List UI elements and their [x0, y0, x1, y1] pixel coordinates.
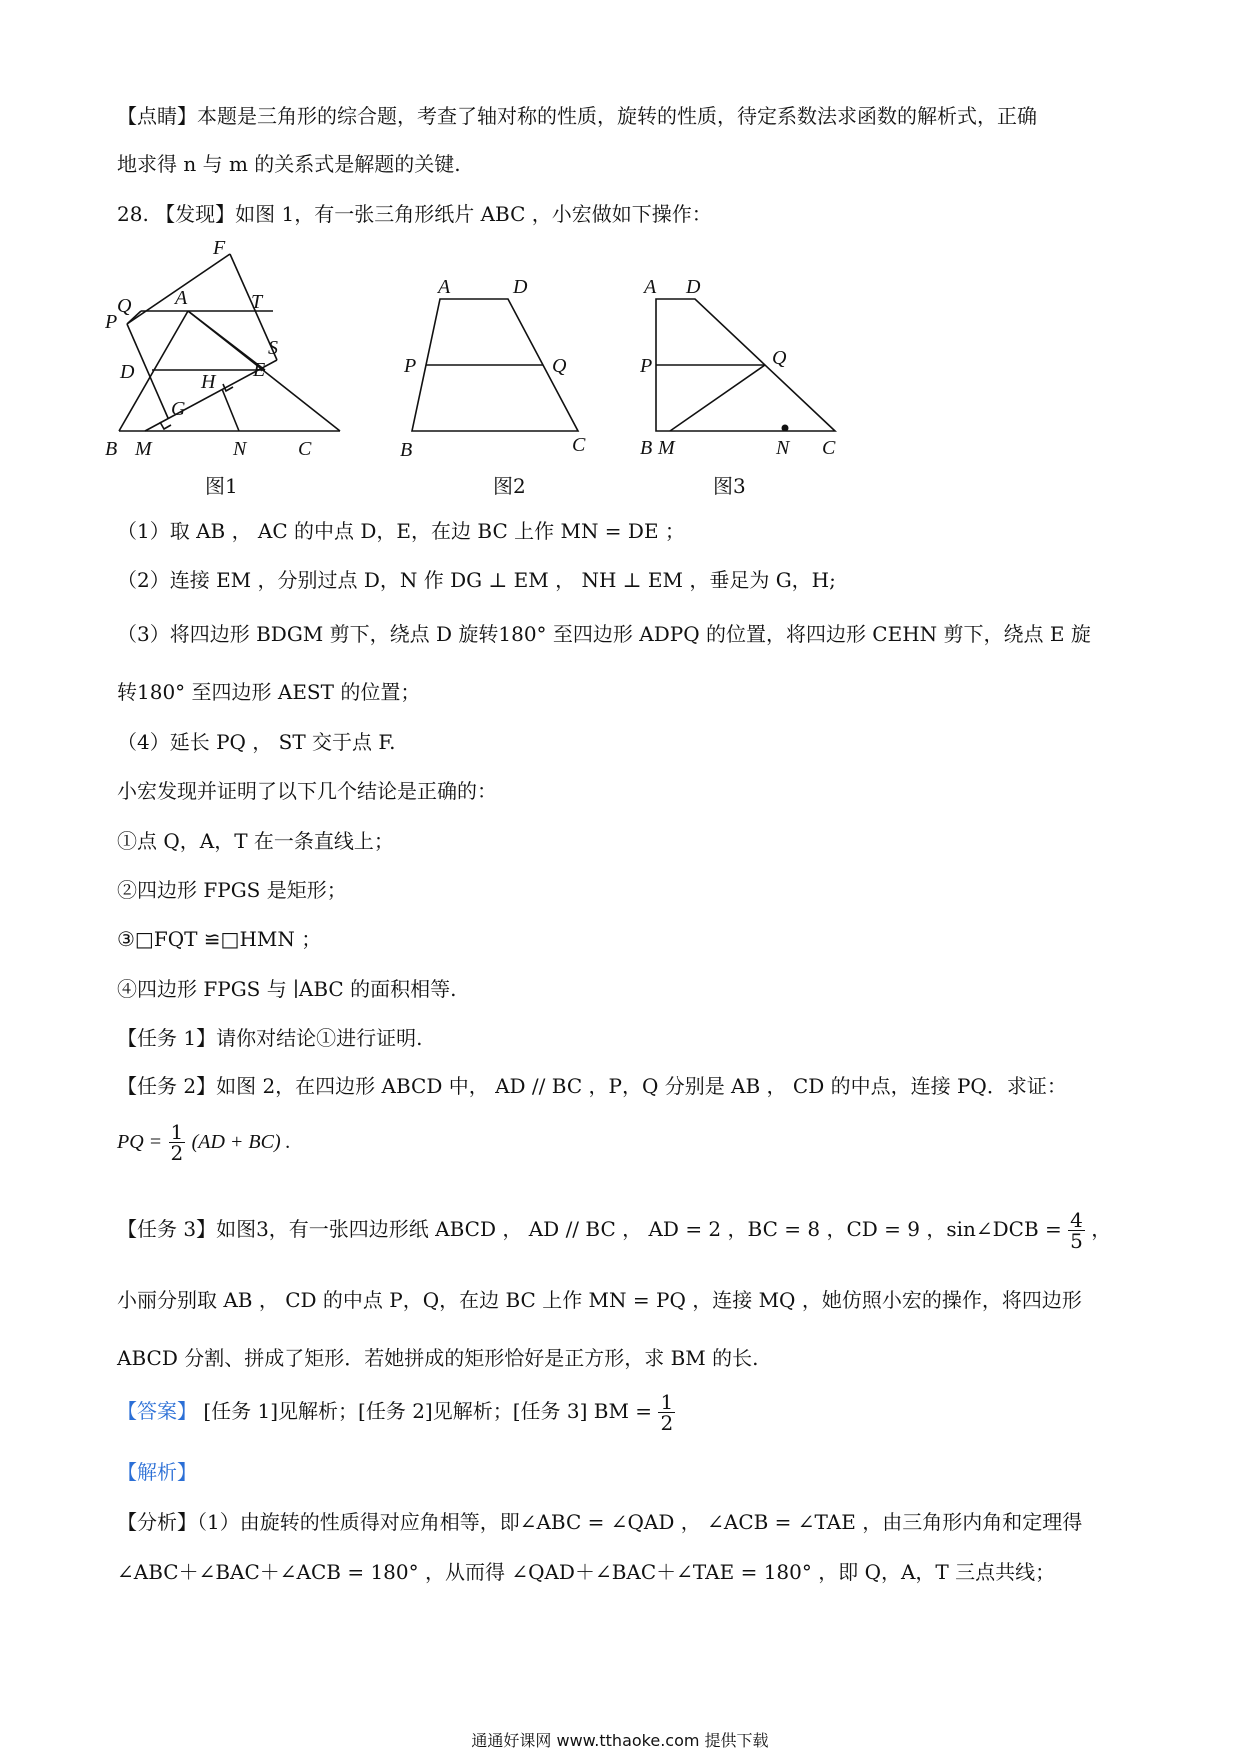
fig3-point-n: [782, 425, 789, 432]
task-3-fraction-denominator: 5: [1070, 1229, 1083, 1253]
task-3-fraction-numerator: 4: [1070, 1208, 1083, 1232]
step-3-line-2: 转180° 至四边形 AEST 的位置；: [117, 680, 421, 704]
task-2-line-1: 【任务 2】如图 2，在四边形 ABCD 中， AD // BC ，P，Q 分别是 AB ， CD 的中点，连接 PQ．求证：: [117, 1074, 1067, 1098]
step-4: （4）延长 PQ ， ST 交于点 F.: [117, 730, 396, 754]
task-3-line-3: ABCD 分割、拼成了矩形．若她拼成的矩形恰好是正方形，求 BM 的长.: [117, 1346, 759, 1370]
svg-text:D: D: [686, 276, 701, 298]
svg-text:A: A: [175, 287, 188, 309]
task-3-line-2: 小丽分别取 AB ， CD 的中点 P，Q，在边 BC 上作 MN = PQ ，连接 MQ ，她仿照小宏的操作，将四边形: [117, 1288, 1082, 1312]
svg-text:E: E: [253, 359, 266, 381]
figure-3: [640, 275, 860, 460]
svg-text:M: M: [658, 437, 675, 459]
task-2-fraction: [169, 1122, 186, 1163]
conclusion-4: ④四边形 FPGS 与 ∣ABC 的面积相等.: [117, 977, 457, 1001]
task-3-fraction: [1068, 1210, 1085, 1251]
task-1: 【任务 1】请你对结论①进行证明.: [117, 1026, 423, 1050]
conclusion-2: ②四边形 FPGS 是矩形；: [117, 878, 347, 902]
task-3-line-1-text: 【任务 3】如图3，有一张四边形纸 ABCD ， AD // BC ， AD = 2 ，BC = 8 ，CD = 9 ，sin∠DCB =: [117, 1217, 1062, 1241]
task-2-fraction-denominator: 2: [170, 1141, 184, 1165]
figure-1: [105, 240, 365, 460]
figure-3-caption: 图3: [713, 474, 746, 498]
svg-text:T: T: [251, 291, 263, 313]
answer-fraction: [658, 1392, 675, 1433]
svg-text:Q: Q: [552, 355, 567, 377]
conclusion-3: ③□FQT ≌□HMN ；: [117, 927, 322, 951]
svg-text:P: P: [640, 355, 653, 377]
task-2-formula-rhs: (AD + BC) .: [191, 1131, 291, 1153]
svg-text:S: S: [268, 337, 278, 359]
analysis-label: 【解析】: [117, 1460, 197, 1484]
step-2: （2）连接 EM ，分别过点 D，N 作 DG ⊥ EM ， NH ⊥ EM ，垂足为 G，H;: [117, 568, 836, 592]
svg-text:F: F: [213, 240, 226, 259]
task-3-line-1: [117, 1210, 1111, 1251]
svg-text:Q: Q: [772, 347, 787, 369]
dianjing-line-1: 【点睛】本题是三角形的综合题，考查了轴对称的性质，旋转的性质，待定系数法求函数的解析式，正确: [117, 104, 1037, 128]
svg-text:D: D: [120, 361, 135, 383]
svg-text:M: M: [135, 438, 152, 460]
svg-text:H: H: [201, 371, 216, 393]
task-2-formula-lhs: PQ =: [117, 1131, 163, 1153]
svg-text:P: P: [105, 311, 118, 333]
answer-text: [任务 1]见解析；[任务 2]见解析；[任务 3] BM =: [203, 1399, 653, 1423]
figure-1-caption: 图1: [205, 474, 238, 498]
found-text: 小宏发现并证明了以下几个结论是正确的：: [117, 779, 497, 803]
dianjing-line-2: 地求得 n 与 m 的关系式是解题的关键.: [117, 152, 461, 176]
svg-text:G: G: [171, 398, 186, 420]
fig3-segment-mq: [670, 365, 765, 431]
svg-text:D: D: [513, 276, 528, 298]
svg-text:B: B: [640, 437, 653, 459]
answer-line: [117, 1392, 675, 1433]
question-28-intro: 28. 【发现】如图 1，有一张三角形纸片 ABC ，小宏做如下操作：: [117, 202, 712, 226]
task-2-fraction-numerator: 1: [170, 1120, 184, 1144]
fig1-segment-nh: [222, 389, 239, 431]
fig1-right-angle-g: [160, 422, 171, 429]
svg-text:N: N: [233, 438, 247, 460]
svg-text:C: C: [298, 438, 312, 460]
svg-text:B: B: [400, 439, 413, 460]
svg-text:C: C: [572, 434, 586, 456]
analysis-line-2: ∠ABC＋∠BAC＋∠ACB = 180° ，从而得 ∠QAD＋∠BAC＋∠TAE = 180° ，即 Q，A，T 三点共线；: [117, 1560, 1056, 1584]
answer-fraction-denominator: 2: [660, 1411, 674, 1435]
answer-fraction-numerator: 1: [660, 1390, 674, 1414]
figure-2-caption: 图2: [493, 474, 526, 498]
conclusion-1: ①点 Q，A，T 在一条直线上；: [117, 829, 394, 853]
task-3-line-1-end: ，: [1091, 1217, 1112, 1241]
page-footer: 通通好课网 www.tthaoke.com 提供下载: [471, 1731, 769, 1750]
task-2-formula: [117, 1122, 291, 1163]
svg-text:A: A: [644, 276, 657, 298]
svg-text:N: N: [776, 437, 790, 459]
step-3-line-1: （3）将四边形 BDGM 剪下，绕点 D 旋转180° 至四边形 ADPQ 的位置，将四边形 CEHN 剪下，绕点 E 旋: [117, 622, 1091, 646]
svg-text:P: P: [404, 355, 417, 377]
svg-text:C: C: [822, 437, 836, 459]
svg-text:Q: Q: [117, 295, 132, 317]
step-1: （1）取 AB ， AC 的中点 D，E，在边 BC 上作 MN = DE ；: [117, 519, 685, 543]
svg-text:B: B: [105, 438, 118, 460]
answer-label: 【答案】: [117, 1399, 197, 1423]
analysis-line-1: 【分析】（1）由旋转的性质得对应角相等，即∠ABC = ∠QAD ， ∠ACB = ∠TAE ，由三角形内角和定理得: [117, 1510, 1083, 1534]
figure-2: [400, 275, 610, 460]
svg-text:A: A: [438, 276, 451, 298]
